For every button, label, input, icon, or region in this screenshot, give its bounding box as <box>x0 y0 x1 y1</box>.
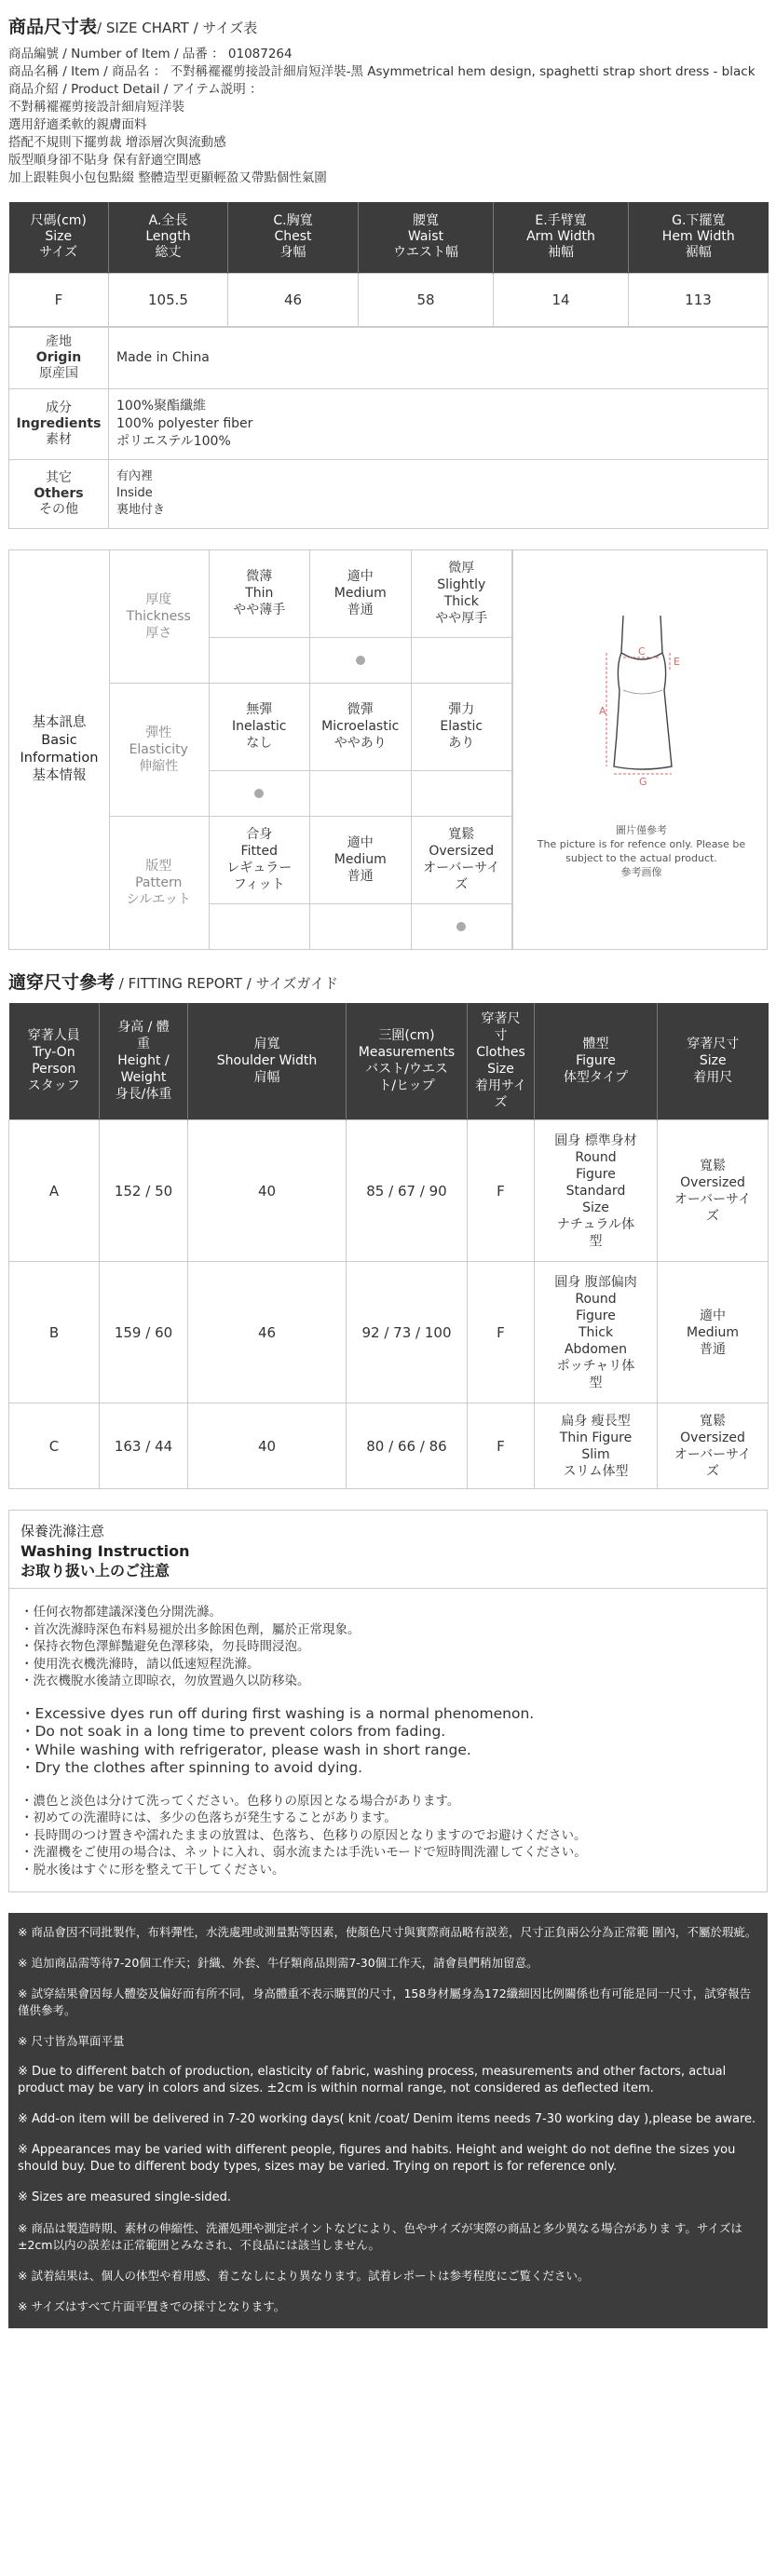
thickness-option-thick: 微厚 Slightly Thick やや厚手 <box>412 550 513 683</box>
fitting-table <box>8 1003 769 1490</box>
figure-label-g: G <box>639 775 647 788</box>
washing-title: 保養洗滌注意 Washing Instruction お取り扱い上のご注意 <box>9 1511 767 1589</box>
clothes-size: F <box>468 1262 535 1403</box>
product-detail-label: 商品介紹 / Product Detail / アイテム説明 ： <box>8 82 263 97</box>
note-en: ※ Appearances may be varied with different people, figures and habits. Height and weight do not define the sizes you should buy. Due to different body types, sizes may be varied. Trying on report is for reference only. <box>18 2143 736 2174</box>
note-ja: ※ 試着結果は、個人の体型や着用感、着こなしにより異なります。試着レポートは参考程度にご覧ください。 <box>18 2269 590 2283</box>
product-info <box>8 46 768 187</box>
size-table-header <box>9 202 769 273</box>
elasticity-option-microelastic: 微彈 Microelastic ややあり <box>310 684 412 816</box>
elasticity-row <box>109 684 512 817</box>
elasticity-label: 彈性 Elasticity 伸縮性 <box>109 684 210 816</box>
ingredients-label: 成分 Ingredients 素材 <box>9 388 109 459</box>
elasticity-option-inelastic: 無彈 Inelastic なし <box>210 684 311 816</box>
attribute-row-origin <box>9 327 769 388</box>
product-detail-line: 加上跟鞋與小包包點綴 整體造型更顯輕盈又帶點個性氣圍 <box>8 170 327 185</box>
fit-header-clothes-size: 穿著尺 寸 Clothes Size 着用サイ ズ <box>468 1003 535 1120</box>
others-value: 有內裡 Inside 裏地付き <box>109 459 769 528</box>
person-name: A <box>9 1120 100 1262</box>
selected-dot-icon <box>356 656 365 665</box>
figure-label-e: E <box>674 655 680 668</box>
shoulder-width: 40 <box>188 1120 347 1262</box>
figure-type: 圓身 標準身材 Round Figure Standard Size ナチュラル体 型 <box>535 1120 658 1262</box>
waist-value: 58 <box>359 273 494 326</box>
note-en: ※ Due to different batch of production, elasticity of fabric, washing process, measurements and other factors, actual product may be vary in colors and sizes. ±2cm is within normal range, not considered as deflected item. <box>18 2065 727 2095</box>
size-chart-header <box>8 13 768 38</box>
length-value: 105.5 <box>109 273 228 326</box>
figure-type: 扁身 瘦長型 Thin Figure Slim スリム体型 <box>535 1403 658 1489</box>
size-chart-subtitle: / SIZE CHART / サイズ表 <box>97 20 258 36</box>
item-name: 商品名稱 / Item / 商品名 ： 不對稱襬襬剪接設計細肩短洋裝-黑 Asymmetrical hem design, spaghetti strap short dress - black <box>8 64 756 79</box>
figure-label-c: C <box>638 644 646 658</box>
note-zh: ※ 追加商品需等待7-20個工作天；針織、外套、牛仔類商品則需7-30個工作天，請會員們稍加留意。 <box>18 1956 538 1970</box>
size-header-chest: C.胸寬 Chest 身幅 <box>228 202 359 273</box>
washing-body <box>9 1589 767 1891</box>
thickness-row <box>109 550 512 684</box>
height-weight: 152 / 50 <box>100 1120 188 1262</box>
size-header-size: 尺碼(cm) Size サイズ <box>9 202 109 273</box>
origin-label: 產地 Origin 原産国 <box>9 327 109 388</box>
fit-header-height-weight: 身高 / 體 重 Height / Weight 身長/体重 <box>100 1003 188 1120</box>
pattern-row <box>109 817 512 949</box>
origin-value: Made in China <box>109 327 769 388</box>
dress-diagram <box>512 550 769 949</box>
product-detail-line: 選用舒適柔軟的親膚面料 <box>8 117 147 132</box>
person-name: B <box>9 1262 100 1403</box>
washing-zh: ・任何衣物都建議深淺色分開洗滌。 ・首次洗滌時深色布料易褪於出多餘困色劑，屬於正常現象。 ・保持衣物色澤鮮豔避免色澤移染，勿長時間浸泡。 ・使用洗衣機洗滌時，請以低速短程洗滌。 ・洗衣機脫水後請立即晾衣，勿放置過久以防移染。 <box>20 1605 361 1688</box>
shoulder-width: 46 <box>188 1262 347 1403</box>
ingredients-value: 100%聚酯纖維 100% polyester fiber ポリエステル100% <box>109 388 769 459</box>
fit-header-fit: 穿著尺寸 Size 着用尺 <box>658 1003 769 1120</box>
size-value: F <box>9 273 109 326</box>
fit-header-person: 穿著人員 Try-On Person スタッフ <box>9 1003 100 1120</box>
fit-result: 寬鬆 Oversized オーバーサイ ズ <box>658 1403 769 1489</box>
washing-en: ・Excessive dyes run off during first washing is a normal phenomenon. ・Do not soak in a long time to prevent colors from fading. ・While washing with refrigerator, please wash in short range. ・Dry the clothes after spinning to avoid dying. <box>20 1704 535 1776</box>
elasticity-option-elastic: 彈力 Elastic あり <box>412 684 513 816</box>
thickness-option-thin: 微薄 Thin やや薄手 <box>210 550 311 683</box>
pattern-label: 版型 Pattern シルエット <box>109 817 210 949</box>
others-label: 其它 Others その他 <box>9 459 109 528</box>
washing-ja: ・濃色と淡色は分けて洗ってください。色移りの原因となる場合があります。 ・初めての洗濯時には、多少の色落ちが発生することがあります。 ・長時間のつけ置きや濡れたままの放置は、色落ち、色移りの原因となりますのでお避けください。 ・洗濯機をご使用の場合は、ネットに入れ、弱水流または手洗いモードで短時間洗濯してください。 ・脱水後はすぐに形を整えて干してください。 <box>20 1793 587 1878</box>
chest-value: 46 <box>228 273 359 326</box>
dress-illustration-icon <box>513 550 769 820</box>
pattern-option-medium: 適中 Medium 普通 <box>310 817 412 949</box>
fitting-row <box>9 1120 769 1262</box>
person-name: C <box>9 1403 100 1489</box>
fit-header-measurements: 三圍(cm) Measurements バスト/ウエス ト/ヒップ <box>347 1003 468 1120</box>
note-ja: ※ サイズはすべて片面平置きでの採寸となります。 <box>18 2299 286 2313</box>
measurements: 80 / 66 / 86 <box>347 1403 468 1489</box>
note-zh: ※ 尺寸皆為單面平量 <box>18 2034 125 2048</box>
product-detail-line: 搭配不規則下擺剪裁 增添層次與流動感 <box>8 135 226 150</box>
clothes-size: F <box>468 1120 535 1262</box>
measurements: 92 / 73 / 100 <box>347 1262 468 1403</box>
measurements: 85 / 67 / 90 <box>347 1120 468 1262</box>
height-weight: 159 / 60 <box>100 1262 188 1403</box>
fitting-report-header <box>8 969 768 994</box>
attribute-row-others <box>9 459 769 528</box>
fitting-report-title: 適穿尺寸參考 <box>8 971 116 993</box>
fitting-row <box>9 1403 769 1489</box>
note-zh: ※ 商品會因不同批製作，布料彈性，水洗處理或測量點等因素，使顏色尺寸與實際商品略有誤差，尺寸正負兩公分為正常範 圍內，不屬於瑕疵。 <box>18 1925 757 1939</box>
size-table <box>8 202 769 327</box>
size-chart-page <box>8 0 768 2328</box>
size-row <box>9 273 769 326</box>
thickness-option-medium: 適中 Medium 普通 <box>310 550 412 683</box>
figure-label-a: A <box>599 704 606 717</box>
hem-width-value: 113 <box>629 273 769 326</box>
pattern-option-oversized: 寬鬆 Oversized オーバーサイ ズ <box>412 817 513 949</box>
size-header-waist: 腰寬 Waist ウエスト幅 <box>359 202 494 273</box>
washing-instruction-panel <box>8 1510 768 1892</box>
fit-result: 適中 Medium 普通 <box>658 1262 769 1403</box>
fitting-row <box>9 1262 769 1403</box>
basic-info-label: 基本訊息 Basic Information 基本情報 <box>9 550 110 949</box>
size-header-hem-width: G.下擺寬 Hem Width 裾幅 <box>629 202 769 273</box>
attribute-row-ingredients <box>9 388 769 459</box>
basic-info-grid <box>109 550 512 949</box>
fit-result: 寬鬆 Oversized オーバーサイ ズ <box>658 1120 769 1262</box>
selected-dot-icon <box>254 789 264 798</box>
thickness-label: 厚度 Thickness 厚さ <box>109 550 210 683</box>
note-en: ※ Add-on item will be delivered in 7-20 working days( knit /coat/ Denim items needs 7-30 working day ),please be aware. <box>18 2112 756 2126</box>
product-detail-line: 不對稱襬襬剪接設計細肩短洋裝 <box>8 100 184 115</box>
selected-dot-icon <box>456 922 466 931</box>
item-number: 商品編號 / Number of Item / 品番 ： 01087264 <box>8 47 293 61</box>
figure-caption: 圖片僅參考 The picture is for refence only. Please be subject to the actual product. 參考画像 <box>537 823 746 878</box>
note-zh: ※ 試穿結果會因每人體姿及偏好而有所不同，身高體重不表示購買的尺寸，158身材屬身為172纖細因比例關係也有可能是同一尺寸，試穿報告僅供參考。 <box>18 1986 752 2017</box>
notes-panel <box>8 1913 768 2328</box>
shoulder-width: 40 <box>188 1403 347 1489</box>
basic-info-panel <box>8 549 768 950</box>
size-chart-title: 商品尺寸表 <box>8 17 98 37</box>
pattern-option-fitted: 合身 Fitted レギュラー フィット <box>210 817 311 949</box>
product-detail-line: 版型順身卻不貼身 保有舒適空間感 <box>8 153 201 168</box>
height-weight: 163 / 44 <box>100 1403 188 1489</box>
figure-type: 圓身 腹部偏肉 Round Figure Thick Abdomen ポッチャリ体 型 <box>535 1262 658 1403</box>
note-ja: ※ 商品は製造時期、素材の伸縮性、洗濯処理や測定ポイントなどにより、色やサイズが実際の商品と多少異なる場合がありま す。サイズは±2cm以内の誤差は正常範囲とみなされ、不良品には該当しません。 <box>18 2221 742 2252</box>
fit-header-shoulder: 肩寬 Shoulder Width 肩幅 <box>188 1003 347 1120</box>
arm-width-value: 14 <box>494 273 629 326</box>
fit-header-figure: 體型 Figure 体型タイプ <box>535 1003 658 1120</box>
size-header-arm-width: E.手臂寬 Arm Width 袖幅 <box>494 202 629 273</box>
size-header-length: A.全長 Length 総丈 <box>109 202 228 273</box>
note-en: ※ Sizes are measured single-sided. <box>18 2190 232 2204</box>
clothes-size: F <box>468 1403 535 1489</box>
fitting-table-header <box>9 1003 769 1120</box>
fitting-report-subtitle: / FITTING REPORT / サイズガイド <box>115 974 338 992</box>
attributes-table <box>8 327 769 529</box>
